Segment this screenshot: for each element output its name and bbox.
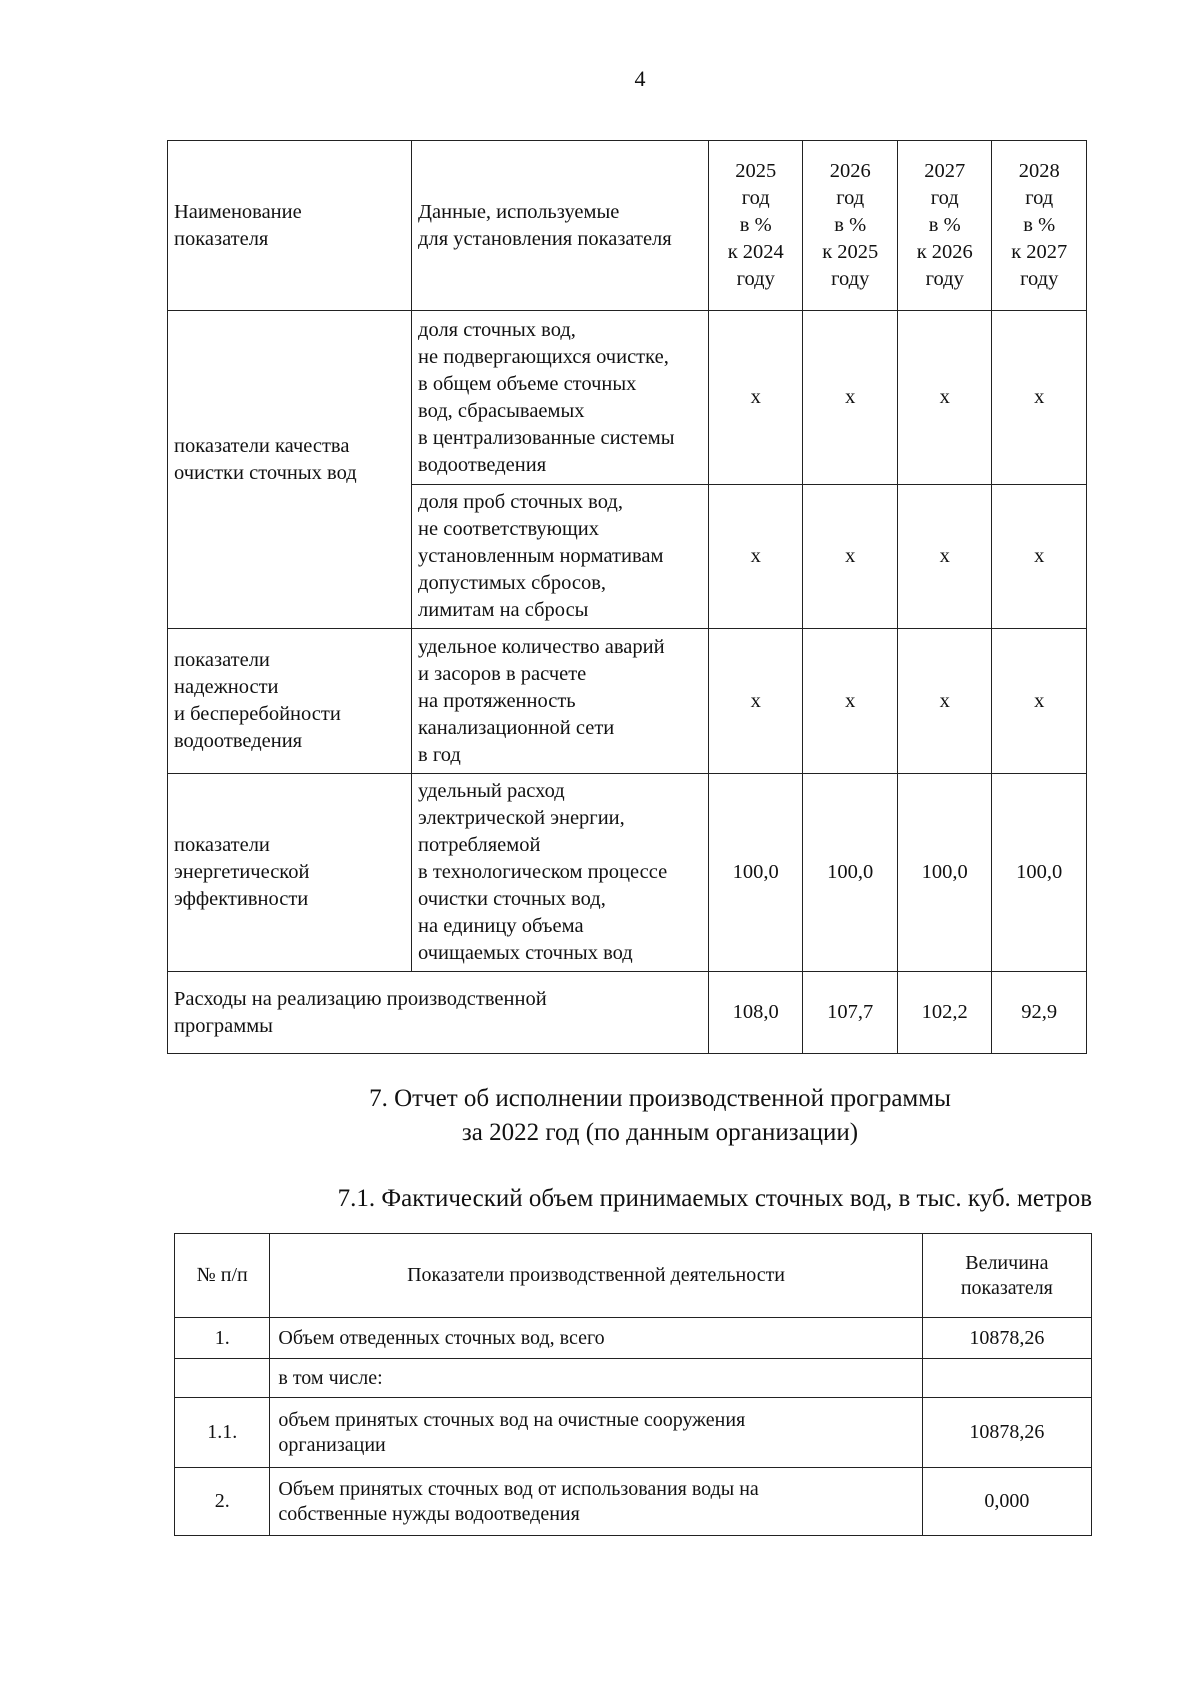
value-cell: х: [992, 629, 1087, 774]
value-cell: х: [803, 311, 898, 485]
value-cell: х: [992, 311, 1087, 485]
value-cell: 107,7: [803, 972, 898, 1054]
indicators-header-row: [168, 141, 1087, 311]
expenses-label: Расходы на реализацию производственной программы: [168, 972, 709, 1054]
row-indicator: в том числе:: [270, 1359, 922, 1398]
value-cell: х: [708, 311, 803, 485]
table-row: [168, 972, 1087, 1054]
value-cell: х: [708, 629, 803, 774]
row-number: 1.1.: [175, 1398, 270, 1468]
indicators-table: [167, 140, 1087, 1054]
table-row: [168, 774, 1087, 972]
value-cell: х: [803, 485, 898, 629]
indicator-data: удельное количество аварий и засоров в расчете на протяженность канализационной сети в год: [412, 629, 709, 774]
indicator-name: показатели надежности и бесперебойности водоотведения: [168, 629, 412, 774]
section-subtitle: 7.1. Фактический объем принимаемых сточных вод, в тыс. куб. метров: [337, 1185, 1092, 1212]
indicator-data: удельный расход электрической энергии, потребляемой в технологическом процессе очистки сточных вод, на единицу объема очищаемых сточных вод: [412, 774, 709, 972]
value-cell: 100,0: [803, 774, 898, 972]
value-cell: х: [897, 629, 992, 774]
indicator-data: доля сточных вод, не подвергающихся очистке, в общем объеме сточных вод, сбрасываемых в централизованные системы водоотведения: [412, 311, 709, 485]
header-number: № п/п: [175, 1234, 270, 1318]
section-title-line1: 7. Отчет об исполнении производственной программы: [369, 1085, 951, 1112]
header-year-2027: 2027 год в % к 2026 году: [897, 141, 992, 311]
row-number: [175, 1359, 270, 1398]
value-cell: 100,0: [897, 774, 992, 972]
header-year-2026: 2026 год в % к 2025 году: [803, 141, 898, 311]
value-cell: х: [897, 311, 992, 485]
header-indicator: Показатели производственной деятельности: [270, 1234, 922, 1318]
table-row: [175, 1398, 1092, 1468]
header-indicator-name: Наименование показателя: [168, 141, 412, 311]
table-row: [175, 1318, 1092, 1359]
value-cell: 102,2: [897, 972, 992, 1054]
table-row: [168, 311, 1087, 485]
header-indicator-data: Данные, используемые для установления показателя: [412, 141, 709, 311]
row-number: 2.: [175, 1468, 270, 1536]
header-value: Величина показателя: [922, 1234, 1091, 1318]
value-cell: х: [803, 629, 898, 774]
section-title-line2: за 2022 год (по данным организации): [461, 1119, 859, 1146]
row-number: 1.: [175, 1318, 270, 1359]
row-indicator: Объем отведенных сточных вод, всего: [270, 1318, 922, 1359]
report-header-row: [175, 1234, 1092, 1318]
table-row: [168, 629, 1087, 774]
row-value: 0,000: [922, 1468, 1091, 1536]
row-value: 10878,26: [922, 1398, 1091, 1468]
group-name-cell: [168, 311, 412, 629]
value-cell: 100,0: [992, 774, 1087, 972]
row-value: 10878,26: [922, 1318, 1091, 1359]
group-name-treatment-quality: показатели качества очистки сточных вод: [174, 434, 357, 484]
value-cell: х: [708, 485, 803, 629]
page-number: 4: [634, 66, 646, 91]
header-year-2025: 2025 год в % к 2024 году: [708, 141, 803, 311]
row-indicator: Объем принятых сточных вод от использования воды на собственные нужды водоотведения: [270, 1468, 922, 1536]
row-value: [922, 1359, 1091, 1398]
header-year-2028: 2028 год в % к 2027 году: [992, 141, 1087, 311]
row-indicator: объем принятых сточных вод на очистные сооружения организации: [270, 1398, 922, 1468]
value-cell: 108,0: [708, 972, 803, 1054]
indicator-name: показатели энергетической эффективности: [168, 774, 412, 972]
table-row: [175, 1468, 1092, 1536]
value-cell: х: [897, 485, 992, 629]
table-row: [175, 1359, 1092, 1398]
indicator-data: доля проб сточных вод, не соответствующих установленным нормативам допустимых сбросов, лимитам на сбросы: [412, 485, 709, 629]
value-cell: х: [992, 485, 1087, 629]
production-report-table: [174, 1233, 1092, 1536]
value-cell: 100,0: [708, 774, 803, 972]
value-cell: 92,9: [992, 972, 1087, 1054]
